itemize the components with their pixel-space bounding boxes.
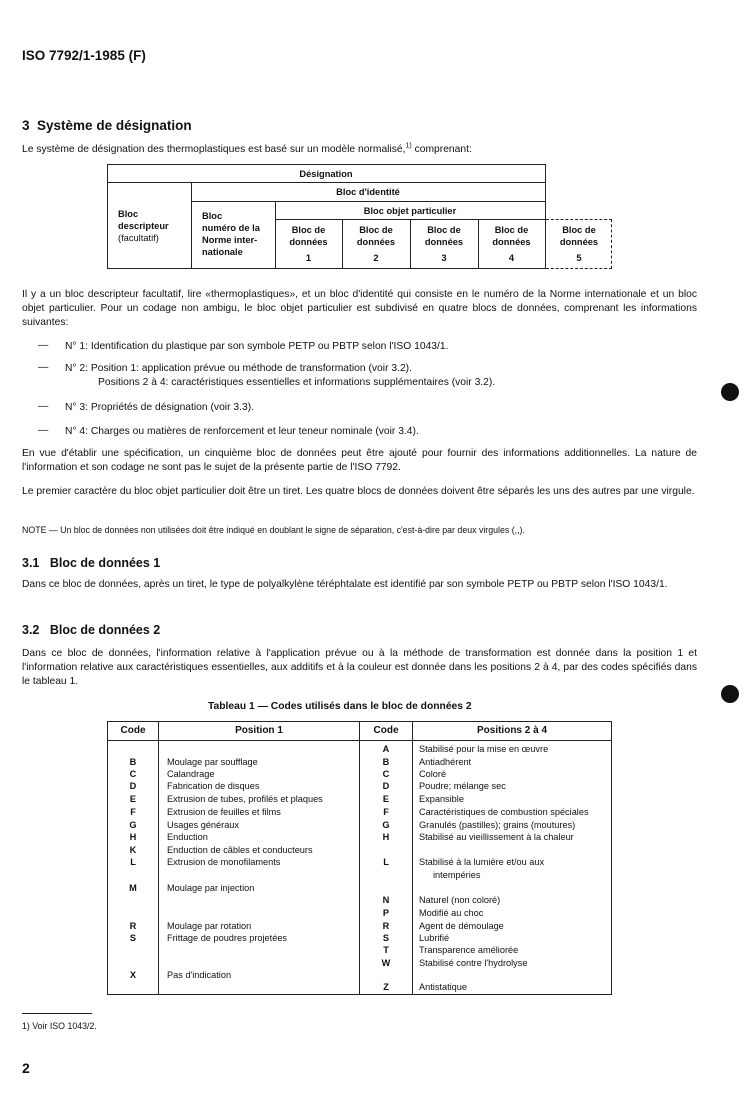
table-text-cell: Usages généraux <box>167 820 240 830</box>
intro-end: comprenant: <box>411 144 472 155</box>
table-text-cell: Stabilisé au vieillissement à la chaleur <box>419 832 574 842</box>
numero-line-1: Bloc <box>202 211 223 221</box>
list-dash: — <box>38 362 49 373</box>
table-text-cell: Extrusion de tubes, profilés et plaques <box>167 794 323 804</box>
bloc-objet-label: Bloc objet particulier <box>363 206 457 216</box>
table-code-cell: L <box>383 857 389 867</box>
bloc-number: 3 <box>441 253 447 263</box>
bloc-line: données <box>424 237 464 247</box>
list-item: N° 1: Identification du plastique par son symbole PETP ou PBTP selon l'ISO 1043/1. <box>65 341 449 352</box>
table-text-cell: Enduction de câbles et conducteurs <box>167 845 313 855</box>
table-code-cell: H <box>129 832 137 842</box>
table-text-cell: Stabilisé pour la mise en œuvre <box>419 744 549 754</box>
table-code-cell: B <box>382 757 390 767</box>
footnote-rule <box>22 1013 92 1014</box>
header-positions-2-4: Positions 2 à 4 <box>476 725 548 736</box>
section-3-1-text: Dans ce bloc de données, après un tiret, le type de polyalkylène téréphtalate est identifié par son symbole PETP ou PBTP selon l'ISO 1043/1. <box>22 579 668 590</box>
section-title: Système de désignation <box>37 118 192 133</box>
section-number: 3 <box>22 118 30 133</box>
table-text-cell: Stabilisé à la lumière et/ou aux <box>419 857 545 867</box>
table-code-cell: M <box>129 883 137 893</box>
list-dash: — <box>38 401 49 412</box>
bloc-line: Bloc de <box>562 225 596 235</box>
table-code-cell: Z <box>383 982 389 992</box>
table-code-cell: G <box>382 820 390 830</box>
table-text-cell: Coloré <box>419 769 447 779</box>
list-item-continuation: Positions 2 à 4: caractéristiques essentielles et informations supplémentaires (voir 3.2). <box>98 377 496 388</box>
section-3-2-heading <box>22 623 160 637</box>
section-title: Bloc de données 2 <box>49 623 161 637</box>
note: NOTE — Un bloc de données non utilisées doit être indiqué en doublant le signe de séparation, c'est-à-dire par deux virgules (,,). <box>22 525 525 535</box>
bloc-number: 1 <box>305 253 312 263</box>
table-text-cell: Expansible <box>419 794 464 804</box>
bloc-number: 4 <box>508 253 515 263</box>
bloc-donnees-3 <box>410 224 478 264</box>
list-item: N° 2: Position 1: application prévue ou méthode de transformation (voir 3.2). <box>65 363 412 374</box>
table-code-cell: P <box>382 908 390 918</box>
table-caption: Tableau 1 — Codes utilisés dans le bloc de données 2 <box>208 701 472 712</box>
table-code-cell: N <box>382 895 390 905</box>
table-text-cell: Moulage par rotation <box>167 921 252 931</box>
bloc-donnees-5 <box>546 224 612 264</box>
table-code-cell: F <box>130 807 136 817</box>
table-code-cell: C <box>129 769 137 779</box>
table-code-cell: E <box>129 794 137 804</box>
table-code-cell: B <box>129 757 137 767</box>
list-dash: — <box>38 340 49 351</box>
section-3-2-text: Dans ce bloc de données, l'information relative à l'application prévue ou à la méthode de transformation est donnée dans la position 1 et l'information relative aux caractéristiques essentielles, aux additifs et à la couleur est donnée dans les positions 2 à 4, par des codes spécifiés dans le tableau 1. <box>22 648 697 687</box>
intro-text: Le système de désignation des thermoplastiques est basé sur un modèle normalisé, <box>22 144 406 155</box>
bloc-donnees-1 <box>275 224 342 264</box>
table-code-cell: H <box>382 832 390 842</box>
table-text-cell: Stabilisé contre l'hydrolyse <box>419 958 528 968</box>
header-code: Code <box>373 725 399 736</box>
table-text-cell: Calandrage <box>167 769 215 779</box>
bloc-number: 5 <box>576 253 582 263</box>
header-position-1: Position 1 <box>235 725 283 736</box>
bloc-line: données <box>289 237 328 247</box>
bloc-line: Bloc de <box>291 225 326 235</box>
table-text-cell: Transparence améliorée <box>419 945 519 955</box>
table-text-cell: Modifié au choc <box>419 908 484 918</box>
table-text-cell: Antiadhérent <box>419 757 472 767</box>
table-text-cell: Antistatique <box>419 982 468 992</box>
table-text-cell: Granulés (pastilles); grains (moutures) <box>419 820 576 830</box>
designation-label: Désignation <box>299 169 353 179</box>
bloc-line: Bloc de <box>359 225 393 235</box>
bloc-line: données <box>492 237 531 247</box>
codes-table <box>107 721 612 995</box>
table-code-cell: F <box>383 807 389 817</box>
table-code-cell: W <box>381 958 391 968</box>
table-text-cell: Enduction <box>167 832 208 842</box>
table-text-cell: Moulage par injection <box>167 883 255 893</box>
section-number: 3.1 <box>22 556 40 570</box>
table-code-cell: T <box>383 945 389 955</box>
table-text-cell: Moulage par soufflage <box>167 757 258 767</box>
table-code-cell: K <box>129 845 137 855</box>
table-code-cell: A <box>382 744 390 754</box>
paragraph-blocs: Il y a un bloc descripteur facultatif, lire «thermoplastiques», et un bloc d'identité qui consiste en le numéro de la Norme internationale et un bloc objet particulier. Pour un codage non ambigu, le bloc objet particulier est subdivisé en quatre blocs de données, comprenant les informations suivantes: <box>22 289 697 328</box>
bloc-numero <box>202 210 260 258</box>
table-text-cell: Extrusion de monofilaments <box>167 857 281 867</box>
table-code-cell: E <box>382 794 390 804</box>
numero-line-2: numéro de la <box>202 223 260 233</box>
table-code-cell: D <box>129 781 137 791</box>
table-code-cell: R <box>129 921 137 931</box>
bloc-line: Bloc de <box>427 225 461 235</box>
bloc-donnees-2 <box>342 224 410 264</box>
table-code-cell: D <box>382 781 390 791</box>
bloc-number: 2 <box>373 253 379 263</box>
numero-line-4: nationale <box>202 247 243 257</box>
table-code-cell: R <box>382 921 390 931</box>
table-code-cell: G <box>129 820 137 830</box>
paragraph-premier-caractere: Le premier caractère du bloc objet particulier doit être un tiret. Les quatre blocs de données doivent être séparés les uns des autres par une virgule. <box>22 486 695 497</box>
table-text-cell: Naturel (non coloré) <box>419 895 501 905</box>
numero-line-3: Norme inter- <box>202 235 258 245</box>
section-title: Bloc de données 1 <box>49 556 161 570</box>
section-number: 3.2 <box>22 623 40 637</box>
descripteur-line-1: Bloc <box>118 209 139 219</box>
table-code-cell: S <box>129 933 137 943</box>
table-text-cell: Caractéristiques de combustion spéciales <box>419 807 589 817</box>
section-3-1-heading <box>22 556 160 570</box>
header-code: Code <box>120 725 146 736</box>
table-text-cell: Agent de démoulage <box>419 921 504 931</box>
footnote: 1) Voir ISO 1043/2. <box>22 1021 97 1031</box>
table-text-cell: Fabrication de disques <box>167 781 260 791</box>
table-code-cell: L <box>130 857 136 867</box>
descripteur-line-3: (facultatif) <box>118 233 159 243</box>
table-code-cell: S <box>382 933 390 943</box>
list-item: N° 4: Charges ou matières de renforcement et leur teneur nominale (voir 3.4). <box>65 426 419 437</box>
table-code-cell: X <box>129 970 137 980</box>
bloc-donnees-4 <box>478 224 545 264</box>
binder-hole-mark <box>721 685 739 703</box>
footnote-ref: 1) <box>405 142 412 150</box>
bloc-identite-label: Bloc d'identité <box>336 187 400 197</box>
list-dash: — <box>38 425 49 436</box>
table-text-cell: Frittage de poudres projetées <box>167 933 288 943</box>
table-text-cell: Extrusion de feuilles et films <box>167 807 281 817</box>
paragraph-cinquieme-bloc: En vue d'établir une spécification, un cinquième bloc de données peut être ajouté pour fournir des informations additionnelles. La nature de l'information et son codage ne sont pas le sujet de la présente partie de l'ISO 7792. <box>22 448 697 473</box>
bloc-line: données <box>356 237 396 247</box>
bloc-line: Bloc de <box>494 225 529 235</box>
section-3-intro <box>22 143 697 157</box>
section-3-heading <box>22 118 192 133</box>
document-reference: ISO 7792/1-1985 (F) <box>22 48 146 63</box>
bloc-line: données <box>559 237 599 247</box>
table-text-cell-continuation: intempéries <box>433 870 481 880</box>
table-text-cell: Lubrifié <box>419 933 450 943</box>
list-item: N° 3: Propriétés de désignation (voir 3.3). <box>65 402 254 413</box>
binder-hole-mark <box>721 383 739 401</box>
descripteur-line-2: descripteur <box>118 221 169 231</box>
table-text-cell: Pas d'indication <box>167 970 232 980</box>
table-code-cell: C <box>382 769 390 779</box>
bloc-descripteur <box>118 208 169 244</box>
table-text-cell: Poudre; mélange sec <box>419 781 506 791</box>
page-number: 2 <box>22 1060 30 1076</box>
